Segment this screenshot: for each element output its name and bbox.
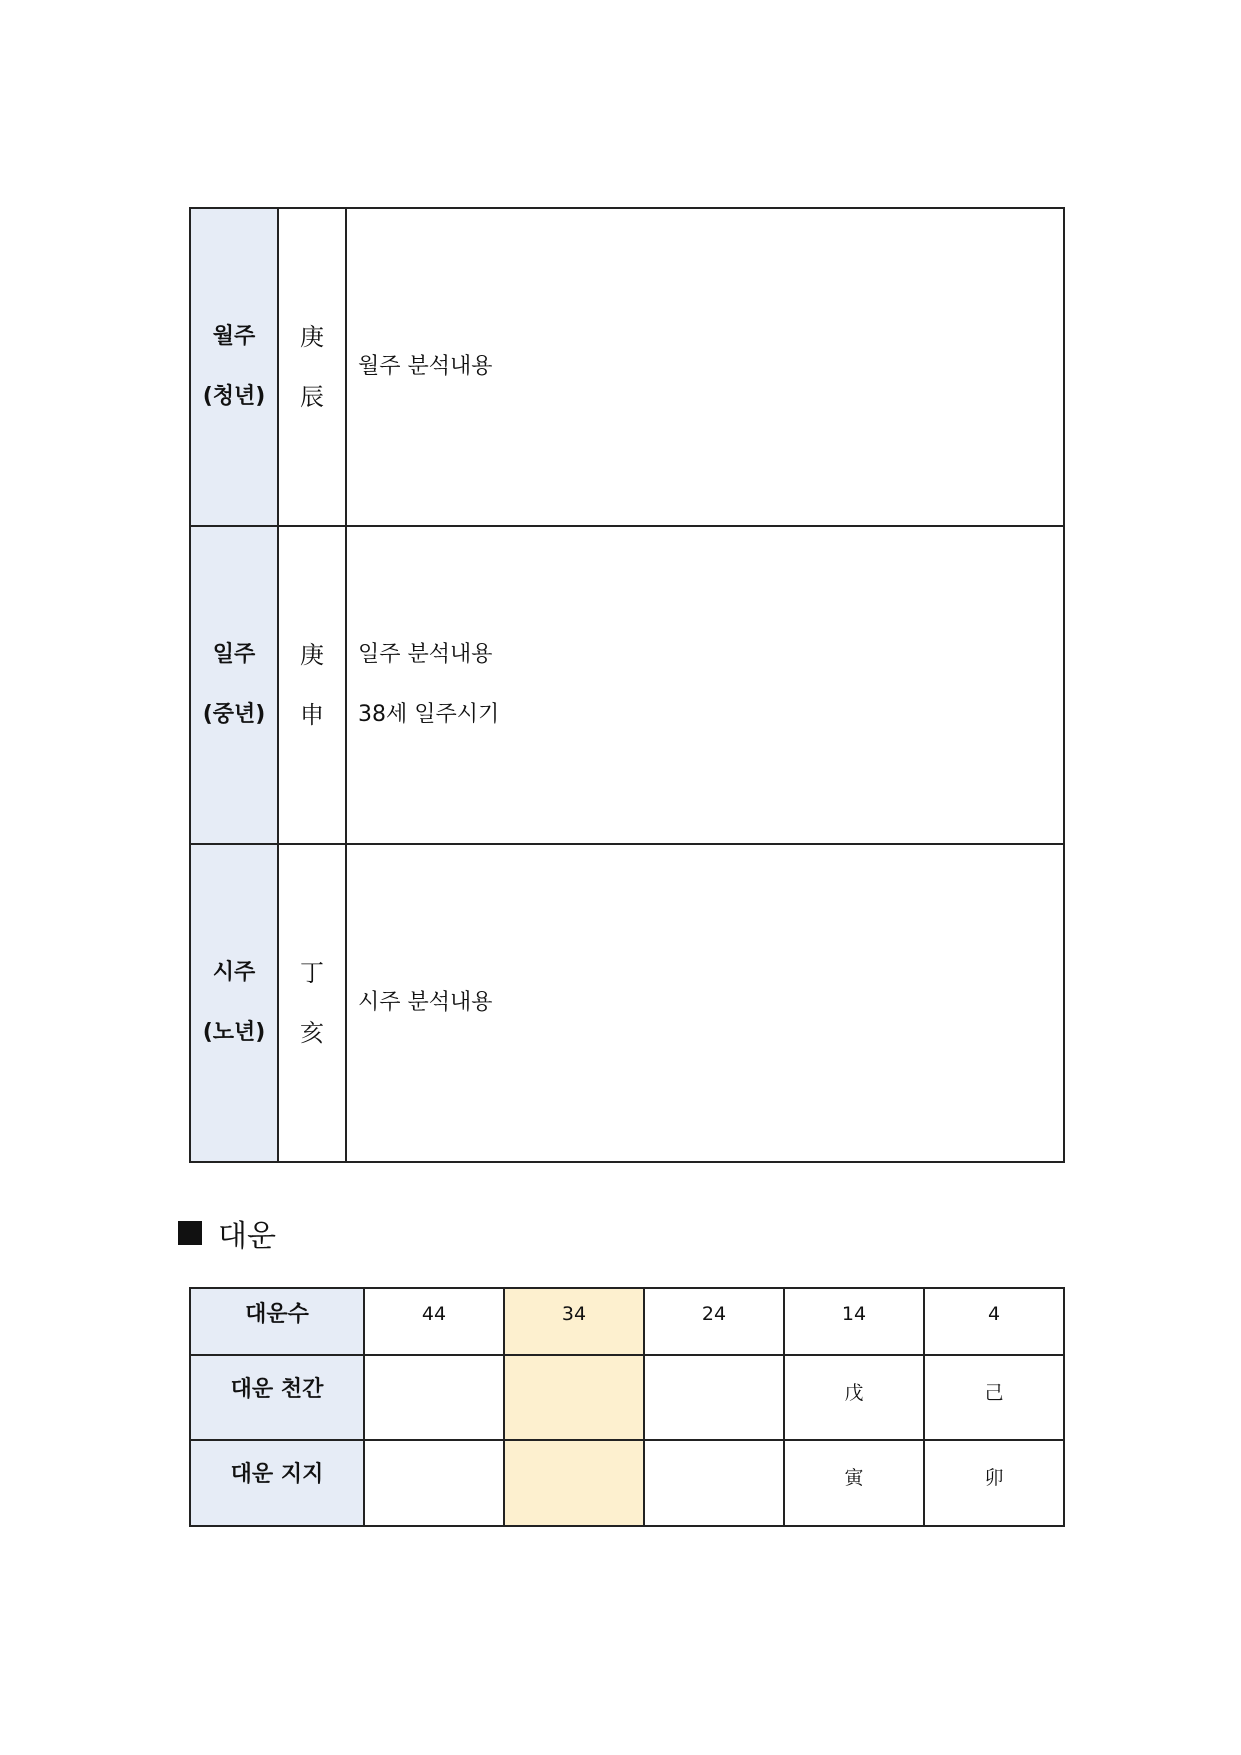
branch-cell: 卯	[924, 1440, 1064, 1526]
pillar-row-month	[190, 208, 1064, 526]
pillar-row-day	[190, 526, 1064, 844]
pillar-analysis: 월주 분석내용	[358, 354, 493, 379]
stem-cell-current	[504, 1355, 644, 1441]
pillar-stem: 丁	[300, 959, 324, 987]
pillar-period: (중년)	[202, 702, 266, 727]
pillar-label-cell	[190, 844, 278, 1162]
pillar-row-hour	[190, 844, 1064, 1162]
pillar-name: 일주	[212, 642, 256, 667]
pillar-branch: 亥	[300, 1019, 324, 1047]
age-cell: 14	[784, 1288, 924, 1355]
pillar-label-cell	[190, 208, 278, 526]
black-square-bullet-icon	[178, 1221, 202, 1245]
pillar-name: 월주	[212, 324, 256, 349]
branch-cell	[644, 1440, 784, 1526]
branch-cell: 寅	[784, 1440, 924, 1526]
pillar-analysis: 일주 분석내용	[358, 642, 493, 667]
pillar-label-cell	[190, 526, 278, 844]
daeun-table	[189, 1287, 1065, 1527]
age-cell: 24	[644, 1288, 784, 1355]
daeun-section-heading	[178, 1212, 276, 1254]
section-title: 대운	[218, 1219, 276, 1254]
pillar-content-cell	[346, 526, 1064, 844]
age-cell: 44	[364, 1288, 504, 1355]
pillar-content-cell	[346, 844, 1064, 1162]
daeun-age-row	[190, 1288, 1064, 1355]
pillar-hanja-cell	[278, 208, 346, 526]
pillar-age-note: 38세 일주시기	[358, 702, 500, 727]
pillar-stem: 庚	[300, 641, 324, 669]
pillar-period: (청년)	[202, 384, 266, 409]
pillar-branch: 辰	[300, 383, 324, 411]
row-header: 대운수	[190, 1288, 364, 1355]
daeun-branch-row	[190, 1440, 1064, 1526]
pillar-hanja-cell	[278, 844, 346, 1162]
pillars-table	[189, 207, 1065, 1163]
daeun-stem-row	[190, 1355, 1064, 1441]
branch-cell-current	[504, 1440, 644, 1526]
pillar-content-cell	[346, 208, 1064, 526]
age-cell: 4	[924, 1288, 1064, 1355]
pillar-name: 시주	[212, 960, 256, 985]
stem-cell: 己	[924, 1355, 1064, 1441]
pillar-hanja-cell	[278, 526, 346, 844]
stem-cell	[644, 1355, 784, 1441]
age-cell-current: 34	[504, 1288, 644, 1355]
pillar-period: (노년)	[202, 1020, 266, 1045]
stem-cell: 戊	[784, 1355, 924, 1441]
pillar-analysis: 시주 분석내용	[358, 990, 493, 1015]
pillar-branch: 申	[300, 701, 324, 729]
stem-cell	[364, 1355, 504, 1441]
row-header: 대운 지지	[190, 1440, 364, 1526]
row-header: 대운 천간	[190, 1355, 364, 1441]
branch-cell	[364, 1440, 504, 1526]
pillar-stem: 庚	[300, 323, 324, 351]
